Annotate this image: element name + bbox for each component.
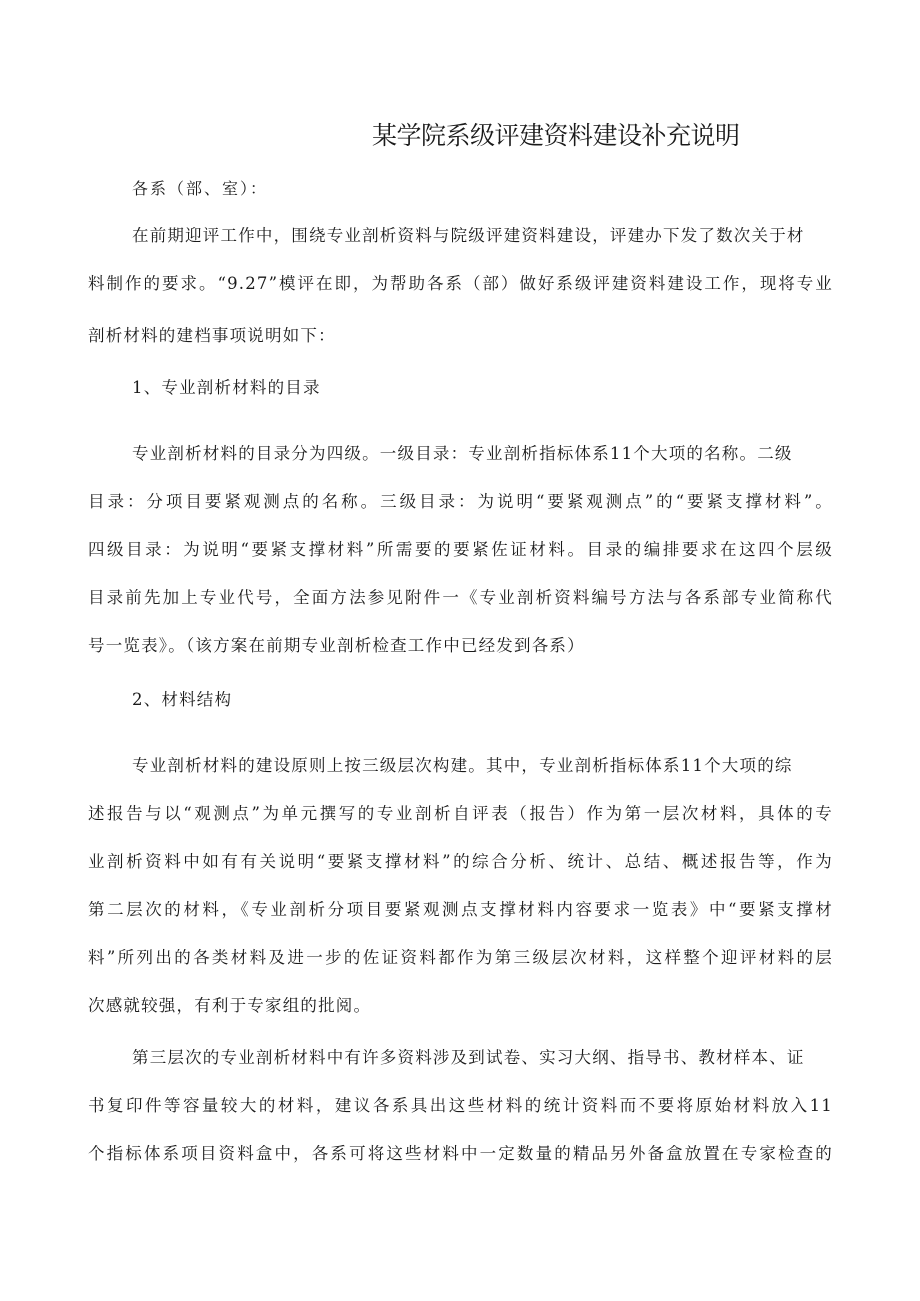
paragraph-line: 四级目录：为说明“要紧支撑材料”所需要的要紧佐证材料。目录的编排要求在这四个层级 — [88, 540, 833, 559]
paragraph-line: 料”所列出的各类材料及进一步的佐证资料都作为第三级层次材料，这样整个迎评材料的层 — [88, 948, 833, 967]
paragraph-line: 剖析材料的建档事项说明如下： — [88, 326, 336, 345]
paragraph-line: 第三层次的专业剖析材料中有许多资料涉及到试卷、实习大纲、指导书、教材样本、证 — [132, 1048, 805, 1067]
paragraph-line: 专业剖析材料的目录分为四级。一级目录：专业剖析指标体系11个大项的名称。二级 — [132, 444, 793, 463]
paragraph-line: 述报告与以“观测点”为单元撰写的专业剖析自评表（报告）作为第一层次材料，具体的专 — [88, 804, 833, 823]
paragraph-line: 业剖析资料中如有有关说明“要紧支撑材料”的综合分析、统计、总结、概述报告等，作为 — [88, 852, 833, 871]
document-title: 某学院系级评建资料建设补充说明 — [372, 121, 740, 150]
salutation: 各系（部、室）： — [132, 179, 269, 198]
section-heading: 2、材料结构 — [132, 690, 233, 709]
paragraph-line: 第二层次的材料，《专业剖析分项目要紧观测点支撑材料内容要求一览表》中“要紧支撑材 — [88, 900, 833, 919]
paragraph-line: 专业剖析材料的建设原则上按三级层次构建。其中，专业剖析指标体系11个大项的综 — [132, 756, 793, 775]
paragraph-line: 号一览表》。（该方案在前期专业剖析检查工作中已经发到各系） — [88, 636, 585, 655]
section-heading: 1、专业剖析材料的目录 — [132, 378, 321, 397]
paragraph-line: 个指标体系项目资料盒中，各系可将这些材料中一定数量的精品另外备盒放置在专家检查的 — [88, 1144, 833, 1163]
paragraph-line: 料制作的要求。“9.27”模评在即，为帮助各系（部）做好系级评建资料建设工作，现将专业 — [88, 274, 833, 293]
paragraph-line: 目录：分项目要紧观测点的名称。三级目录：为说明“要紧观测点”的“要紧支撑材料”。 — [88, 492, 833, 511]
paragraph-line: 次感就较强，有利于专家组的批阅。 — [88, 996, 372, 1015]
paragraph-line: 在前期迎评工作中，围绕专业剖析资料与院级评建资料建设，评建办下发了数次关于材 — [132, 226, 805, 245]
paragraph-line: 目录前先加上专业代号，全面方法参见附件一《专业剖析资料编号方法与各系部专业简称代 — [88, 588, 833, 607]
paragraph-line: 书复印件等容量较大的材料，建议各系具出这些材料的统计资料而不要将原始材料放入11 — [88, 1096, 833, 1115]
